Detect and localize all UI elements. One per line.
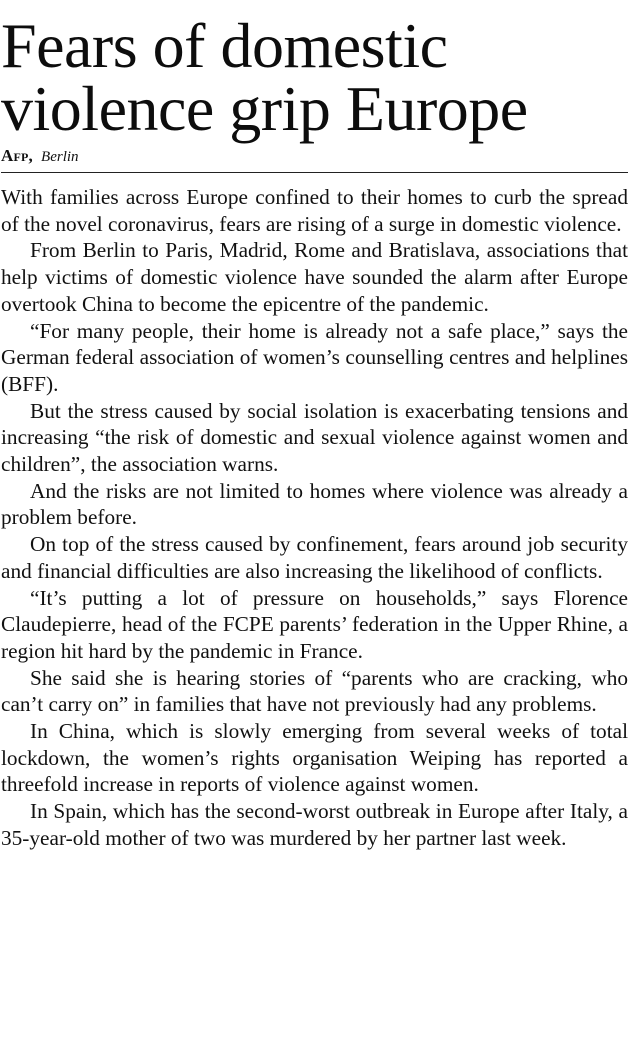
byline-agency: Afp [1,146,29,165]
article-paragraph: She said she is hearing stories of “parents who are cracking, who can’t carry on” in families that have not previously had any problems. [1,665,628,717]
article-body [1,184,628,852]
byline-location: Berlin [41,149,79,165]
article-paragraph: “It’s putting a lot of pressure on households,” says Florence Claudepierre, head of the FCPE parents’ federation in the Upper Rhine, a region hit hard by the pandemic in France. [1,585,628,663]
article-byline [1,145,629,167]
article-paragraph: In China, which is slowly emerging from several weeks of total lockdown, the women’s rights organisation Weiping has reported a threefold increase in reports of violence against women. [1,719,628,797]
article-paragraph: “For many people, their home is already not a safe place,” says the German federal association of women’s counselling centres and helplines (BFF). [1,318,628,396]
article-headline: Fears of domestic violence grip Europe [1,10,528,144]
article-paragraph: From Berlin to Paris, Madrid, Rome and Bratislava, associations that help victims of domestic violence have sounded the alarm after Europe overtook China to become the epicentre of the pandemic. [1,238,628,316]
article-paragraph: But the stress caused by social isolation is exacerbating tensions and increasing “the risk of domestic and sexual violence against women and children”, the association warns. [1,398,628,477]
article-paragraph: And the risks are not limited to homes where violence was already a problem before. [1,478,628,530]
headline-divider [1,172,628,173]
article-paragraph: On top of the stress caused by confinement, fears around job security and financial difficulties are also increasing the likelihood of conflicts. [1,532,628,583]
article-paragraph: With families across Europe confined to their homes to curb the spread of the novel coronavirus, fears are rising of a surge in domestic violence. [1,185,628,236]
byline-separator: , [28,146,33,165]
article-paragraph: In Spain, which has the second-worst outbreak in Europe after Italy, a 35-year-old mother of two was murdered by her partner last week. [1,799,628,850]
